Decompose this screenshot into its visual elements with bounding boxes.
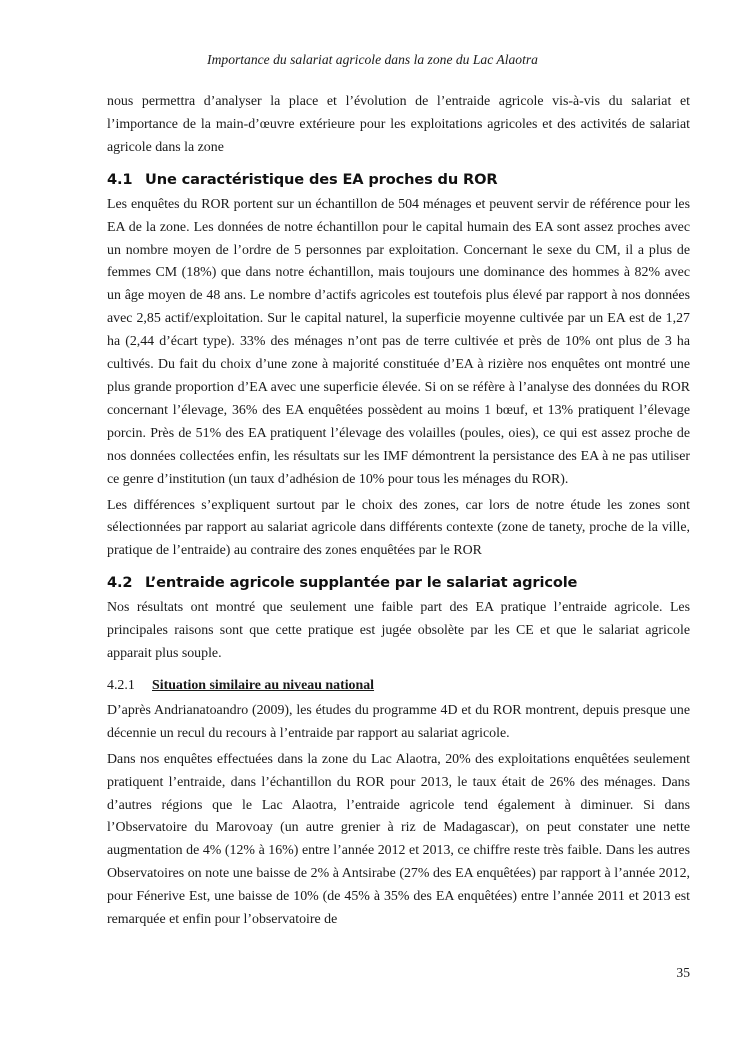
section-number: 4.2 [107, 574, 133, 592]
intro-paragraph: nous permettra d’analyser la place et l’évolution de l’entraide agricole vis-à-vis du salariat et l’importance de la main-d’œuvre extérieure pour les exploitations agricoles et des activités de salariat agricole dans la zone [107, 94, 690, 155]
section-heading-4-1 [107, 170, 690, 190]
paragraph: Les différences s’expliquent surtout par le choix des zones, car lors de notre étude les zones sont sélectionnées par rapport au salariat agricole dans différents contexte (zone de tanety, proche de la ville, pratique de l’entraide) au contraire des zones enquêtées par le ROR [107, 497, 690, 559]
subsection-heading-4-2-1 [107, 677, 690, 695]
subsection-title: Situation similaire au niveau national [152, 677, 375, 693]
section-title: Une caractéristique des EA proches du ROR [145, 170, 498, 188]
subsection-number: 4.2.1 [107, 677, 135, 693]
running-header: Importance du salariat agricole dans la zone du Lac Alaotra [207, 52, 538, 67]
section-title: L’entraide agricole supplantée par le salariat agricole [145, 574, 578, 592]
page-number: 35 [676, 965, 690, 980]
paragraph: Nos résultats ont montré que seulement une faible part des EA pratique l’entraide agricole. Les principales raisons sont que cette pratique est jugée obsolète par les CE et que le salariat agricole apparait plus souple. [107, 600, 690, 662]
paragraph: Dans nos enquêtes effectuées dans la zone du Lac Alaotra, 20% des exploitations enquêtées seulement pratiquent l’entraide, dans l’échantillon du ROR pour 2013, le taux était de 26% des ménages. Dans d’autres régions que le Lac Alaotra, l’entraide agricole tend également à diminuer. Si dans l’Observatoire du Marovoay (un autre grenier à riz de Madagascar), on peut constater une nette augmentation de 4% (12% à 16%) entre l’année 2012 et 2013, ce chiffre reste très faible. Dans les autres Observatoires on note une baisse de 2% à Antsirabe (27% des EA enquêtées) par rapport à l’année 2012, pour Fénerive Est, une baisse de 10% (de 45% à 35% des EA enquêtées) entre l’année 2011 et 2013 est remarquée et enfin pour l’observatoire de [107, 751, 690, 928]
section-heading-4-2 [107, 573, 690, 593]
paragraph: Les enquêtes du ROR portent sur un échantillon de 504 ménages et peuvent servir de référence pour les EA de la zone. Les données de notre échantillon pour le capital humain des EA sont assez proches avec un nombre moyen de l’ordre de 5 personnes par exploitation. Concernant le sexe du CM, il a plus de femmes CM (18%) que dans notre échantillon, mais toujours une dominance des hommes à 82% avec un âge moyen de 48 ans. Le nombre d’actifs agricoles est toutefois plus élevé par rapport à nos données avec 2,85 actif/exploitation. Sur le capital naturel, la superficie moyenne cultivée par un EA est de 1,27 ha (2,44 d’écart type). 33% des ménages n’ont pas de terre cultivée et près de 10% ont plus de 3 ha cultivés. Du fait du choix d’une zone à majorité constituée d’EA à rizière nos enquêtes ont montré une plus grande proportion d’EA avec une superficie élevée. Si on se réfère à l’analyse des données du ROR concernant l’élevage, 36% des EA enquêtées possèdent au moins 1 bœuf, et 13% pratiquent l’élevage porcin. Près de 51% des EA pratiquent l’élevage des volailles (poules, oies), ce qui est assez proche de nos données collectées enfin, les résultats sur les IMF démontrent la persistance des EA à ne pas utiliser ce genre d’institution (un taux d’adhésion de 10% pour tous les ménages du ROR). [107, 196, 690, 487]
paragraph: D’après Andrianatoandro (2009), les études du programme 4D et du ROR montrent, depuis presque une décennie un recul du recours à l’entraide par rapport au salariat agricole. [107, 702, 690, 741]
page-content [107, 91, 690, 935]
section-number: 4.1 [107, 170, 133, 188]
